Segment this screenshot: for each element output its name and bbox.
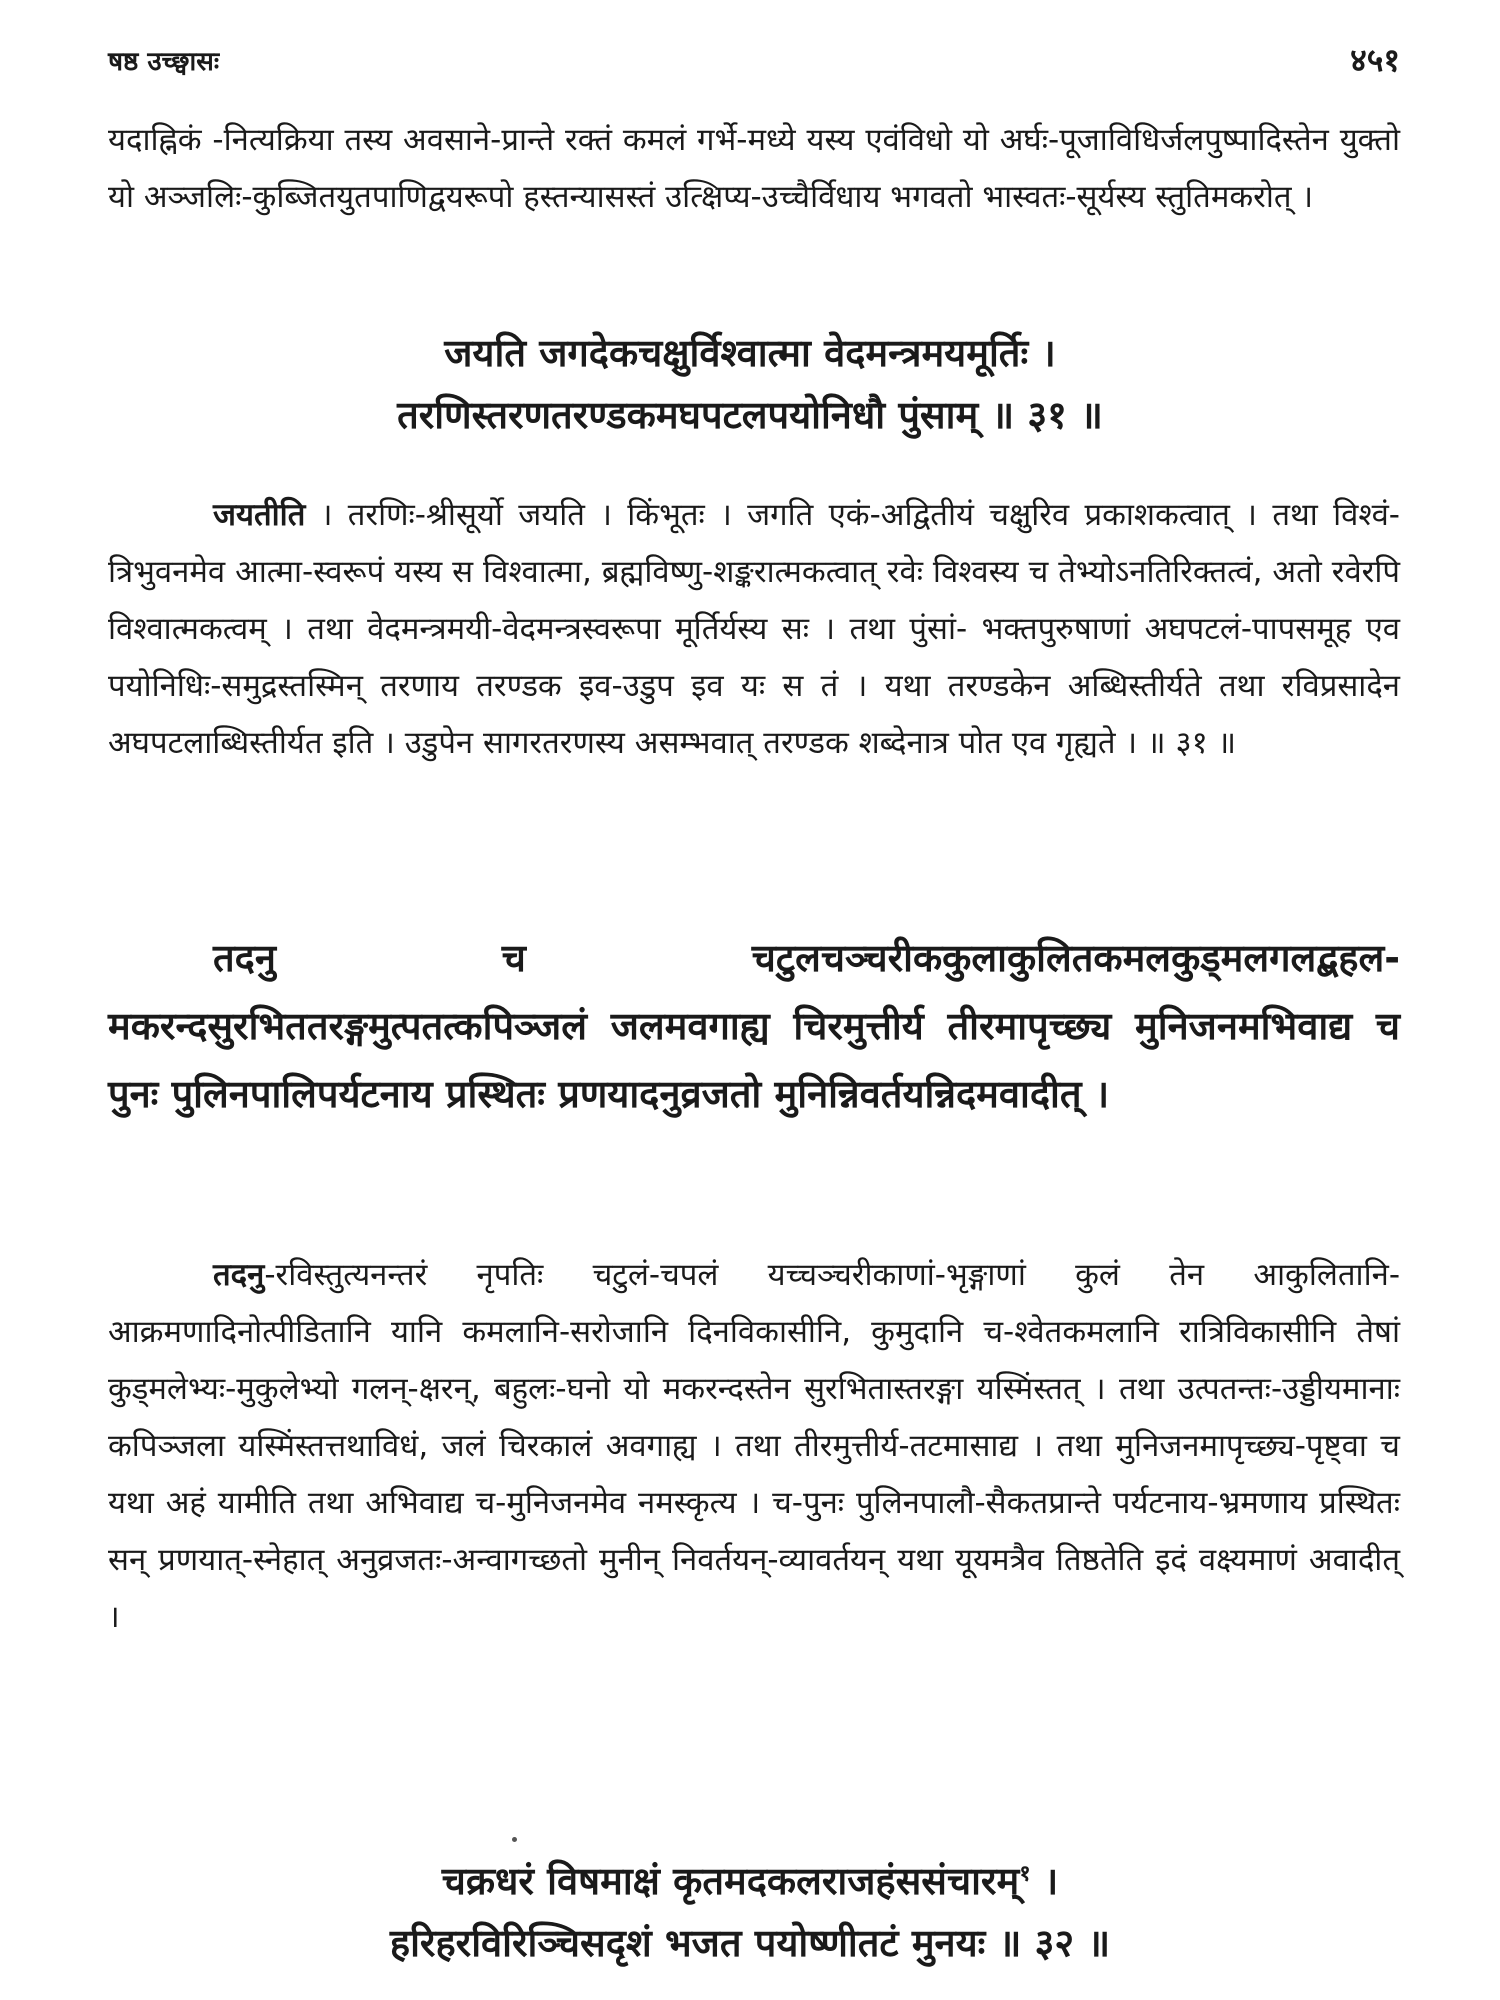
- print-mark: [512, 1837, 517, 1842]
- prose-text: तदनु च चटुलचञ्चरीककुलाकुलितकमलकुड्मलगलद्बहल-मकरन्दसुरभिततरङ्गमुत्पतत्कपिञ्जलं जलमवगाह्य चिरमुत्तीर्य तीरमापृच्छ्य मुनिजनमभिवाद्य च पुनः पुलिनपालिपर्यटनाय प्रस्थितः प्रणयादनुव्रजतो मुनिन्निवर्तयन्निदमवादीत् ।: [108, 936, 1400, 1116]
- verse-line: जयति जगदेकचक्षुर्विश्वात्मा वेदमन्त्रमयमूर्तिः ।: [444, 331, 1056, 375]
- commentary-verse-31: [108, 487, 1400, 772]
- verse-line: हरिहरविरिञ्चिसदृशं भजत पयोष्णीतटं मुनयः ॥ ३२ ॥: [389, 1921, 1111, 1965]
- verse-31: [0, 322, 1500, 446]
- commentary-lead-word: तदनु: [213, 1257, 265, 1293]
- verse-line: तरणिस्तरणतरण्डकमघपटलपयोनिधौ पुंसाम् ॥ ३१ ॥: [397, 393, 1103, 437]
- commentary-text: यदाह्निकं -नित्यक्रिया तस्य अवसाने-प्रान्ते रक्तं कमलं गर्भे-मध्ये यस्य एवंविधो यो अर्घः-पूजाविधिर्जलपुष्पादिस्तेन युक्तो यो अञ्जलिः-कुब्जितयुतपाणिद्वयरूपो हस्तन्यासस्तं उत्क्षिप्य-उच्चैर्विधाय भगवतो भास्वतः-सूर्यस्य स्तुतिमकरोत् ।: [108, 122, 1400, 215]
- commentary-lead-word: जयतीति: [213, 497, 306, 533]
- commentary-prose: [108, 1247, 1400, 1646]
- verse-32: [0, 1850, 1500, 1974]
- verse-danda: ।: [1030, 1859, 1059, 1903]
- verse-line-text: चक्रधरं विषमाक्षं कृतमदकलराजहंससंचारम्: [441, 1859, 1020, 1903]
- page-number: ४५१: [1350, 41, 1400, 79]
- running-head: षष्ठ उच्छ्वासः: [108, 47, 220, 77]
- prose-passage: [108, 924, 1400, 1128]
- commentary-text: । तरणिः-श्रीसूर्यो जयति । किंभूतः । जगति एकं-अद्वितीयं चक्षुरिव प्रकाशकत्वात् । तथा विश्वं-त्रिभुवनमेव आत्मा-स्वरूपं यस्य स विश्वात्मा, ब्रह्मविष्णु-शङ्करात्मकत्वात् रवेः विश्वस्य च तेभ्योऽनतिरिक्तत्वं, अतो रवेरपि विश्वात्मकत्वम् । तथा वेदमन्त्रमयी-वेदमन्त्रस्वरूपा मूर्तिर्यस्य सः । तथा पुंसां- भक्तपुरुषाणां अघपटलं-पापसमूह एव पयोनिधिः-समुद्रस्तस्मिन् तरणाय तरण्डक इव-उडुप इव यः स तं । यथा तरण्डकेन अब्धिस्तीर्यते तथा रविप्रसादेन अघपटलाब्धिस्तीर्यत इति । उडुपेन सागरतरणस्य असम्भवात् तरण्डक शब्देनात्र पोत एव गृह्यते । ॥ ३१ ॥: [108, 497, 1400, 761]
- footnote-marker: १: [1019, 1861, 1031, 1887]
- commentary-block-1: [108, 112, 1400, 226]
- verse-line: [0, 1850, 1500, 1912]
- commentary-text: -रविस्तुत्यनन्तरं नृपतिः चटुलं-चपलं यच्चञ्चरीकाणां-भृङ्गाणां कुलं तेन आकुलितानि-आक्रमणादिनोत्पीडितानि यानि कमलानि-सरोजानि दिनविकासीनि, कुमुदानि च-श्वेतकमलानि रात्रिविकासीनि तेषां कुड्मलेभ्यः-मुकुलेभ्यो गलन्-क्षरन्, बहुलः-घनो यो मकरन्दस्तेन सुरभितास्तरङ्गा यस्मिंस्तत् । तथा उत्पतन्तः-उड्डीयमानाः कपिञ्जला यस्मिंस्तत्तथाविधं, जलं चिरकालं अवगाह्य । तथा तीरमुत्तीर्य-तटमासाद्य । तथा मुनिजनमापृच्छ्य-पृष्ट्वा च यथा अहं यामीति तथा अभिवाद्य च-मुनिजनमेव नमस्कृत्य । च-पुनः पुलिनपालौ-सैकतप्रान्ते पर्यटनाय-भ्रमणाय प्रस्थितः सन् प्रणयात्-स्नेहात् अनुव्रजतः-अन्वागच्छतो मुनीन् निवर्तयन्-व्यावर्तयन् यथा यूयमत्रैव तिष्ठतेति इदं वक्ष्यमाणं अवादीत् ।: [108, 1257, 1400, 1635]
